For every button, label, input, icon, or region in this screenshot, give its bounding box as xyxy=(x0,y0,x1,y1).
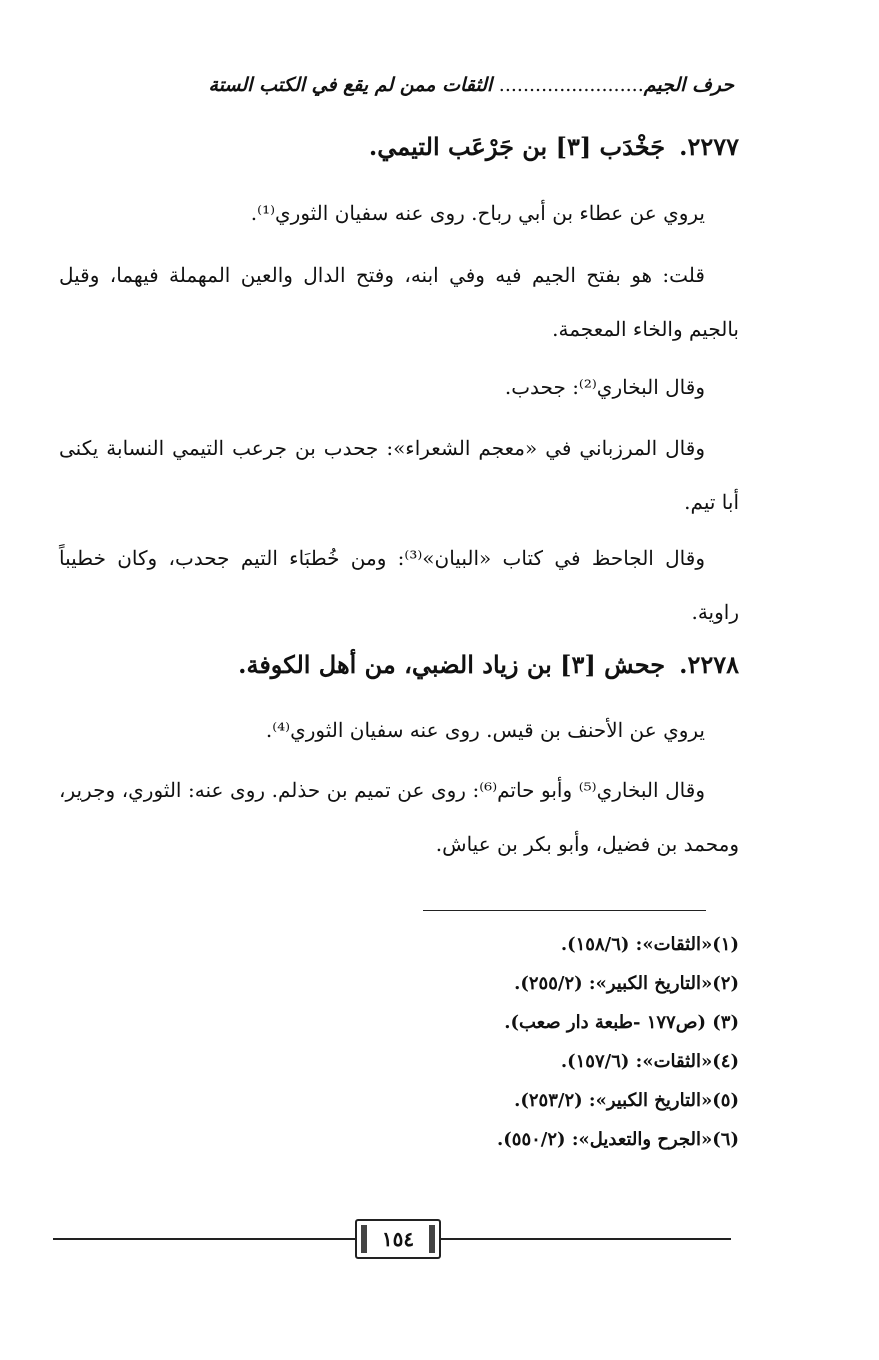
paragraph: وقال البخاري⁽²⁾: جحدب. xyxy=(504,375,705,399)
footnote-separator xyxy=(423,910,706,911)
footnote: (١)«الثقات»: (١٥٨/٦). xyxy=(560,934,739,955)
header-chapter: حرف الجيم xyxy=(643,74,734,96)
footnotes xyxy=(139,925,739,1159)
footnote: (٣) (ص١٧٧ -طبعة دار صعب). xyxy=(504,1012,739,1033)
running-header xyxy=(44,74,734,96)
paragraph: وقال الجاحظ في كتاب «البيان»⁽³⁾: ومن خُطبَاء التيم جحدب، وكان خطيباً راوية. xyxy=(59,546,739,624)
page-number-text: ١٥٤ xyxy=(381,1227,415,1251)
footnote: (٦)«الجرح والتعديل»: (٥٥٠/٢). xyxy=(497,1129,739,1150)
entry-number: ٢٢٧٧. xyxy=(679,132,739,161)
paragraph: يروي عن الأحنف بن قيس. روى عنه سفيان الثوري⁽⁴⁾. xyxy=(265,718,705,742)
paragraph: وقال المرزباني في «معجم الشعراء»: جحدب بن جرعب التيمي النسابة يكنى أبا تيم. xyxy=(59,436,739,514)
paragraph: يروي عن عطاء بن أبي رباح. روى عنه سفيان الثوري⁽¹⁾. xyxy=(250,201,705,225)
footnote: (٤)«الثقات»: (١٥٧/٦). xyxy=(560,1051,739,1072)
header-book-title: الثقات ممن لم يقع في الكتب الستة xyxy=(208,74,493,96)
entry-title: جَخْدَب [٣] بن جَرْعَب التيمي. xyxy=(368,132,666,161)
paragraph: قلت: هو بفتح الجيم فيه وفي ابنه، وفتح الدال والعين المهملة فيهما، وقيل بالجيم والخاء المعجمة. xyxy=(59,263,739,341)
header-dots: ........................ xyxy=(498,74,644,96)
entry-title: جحش [٣] بن زياد الضبي، من أهل الكوفة. xyxy=(238,650,666,679)
entry-heading xyxy=(369,132,739,161)
entry-number: ٢٢٧٨. xyxy=(679,650,739,679)
paragraph: وقال البخاري⁽⁵⁾ وأبو حاتم⁽⁶⁾: روى عن تميم بن حذلم. روى عنه: الثوري، وجرير، ومحمد بن فضيل، وأبو بكر بن عياش. xyxy=(59,778,739,856)
entry-heading xyxy=(238,650,739,679)
page-number xyxy=(355,1219,441,1259)
footnote: (٢)«التاريخ الكبير»: (٢٥٥/٢). xyxy=(514,973,739,994)
footnote: (٥)«التاريخ الكبير»: (٢٥٣/٢). xyxy=(514,1090,739,1111)
